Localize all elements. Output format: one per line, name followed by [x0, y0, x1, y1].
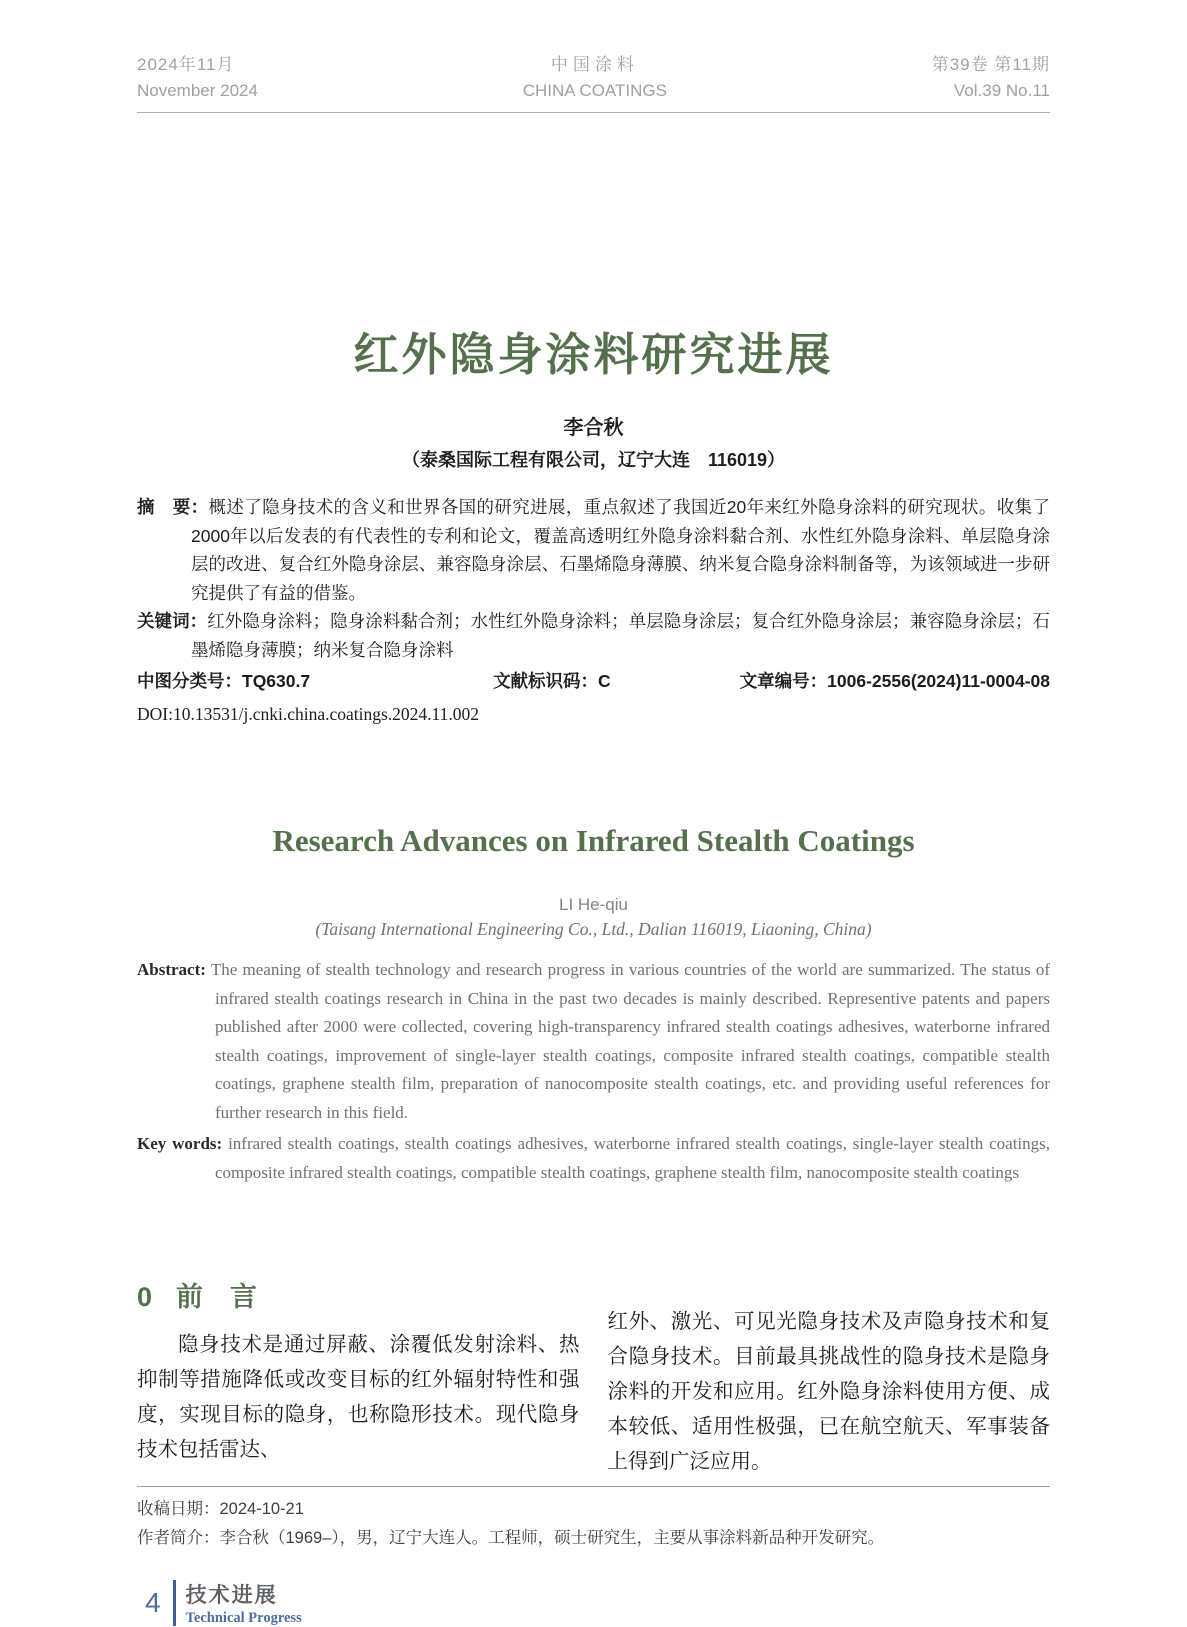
running-head-date	[137, 52, 258, 103]
affiliation-cn: （泰桑国际工程有限公司，辽宁大连 116019）	[401, 450, 786, 470]
document-code: 文献标识码：C	[493, 671, 611, 691]
footer-column-en: Technical Progress	[185, 1610, 302, 1626]
author-cn: 李合秋	[563, 417, 624, 439]
footnote-divider	[137, 1486, 1050, 1487]
body-column-left	[137, 1275, 580, 1480]
running-head-issue	[932, 52, 1050, 103]
body-paragraph-right: 红外、激光、可见光隐身技术及声隐身技术和复合隐身技术。目前最具挑战性的隐身技术是隐身涂料的开发和应用。红外隐身涂料使用方便、成本较低、适用性极强，已在航空航天、军事装备上得到广泛应用。	[607, 1311, 1050, 1473]
abstract-en-label: Abstract:	[137, 960, 206, 979]
body-columns	[137, 1275, 1050, 1480]
keywords-en-label: Key words:	[137, 1134, 223, 1153]
clc-number: 中图分类号：TQ630.7	[137, 671, 311, 691]
journal-name-cn: 中国涂料	[550, 55, 639, 74]
affiliation-en: (Taisang International Engineering Co., Ltd., Dalian 116019, Liaoning, China)	[315, 919, 872, 939]
article-id: 文章编号：1006-2556(2024)11-0004-08	[739, 671, 1050, 691]
section-title: 前 言	[176, 1282, 258, 1312]
keywords-cn	[137, 607, 1050, 664]
body-paragraph-left: 隐身技术是通过屏蔽、涂覆低发射涂料、热抑制等措施降低或改变目标的红外辐射特性和强度，实现目标的隐身，也称隐形技术。现代隐身技术包括雷达、	[137, 1334, 580, 1461]
section-heading	[137, 1275, 580, 1314]
abstract-en-text: The meaning of stealth technology and research progress in various countries of the world are summarized. The status of infrared stealth coatings research in China in the past two decades is mainly described. Representive patents and papers published after 2000 were collected, covering high-transparency infrared stealth coatings adhesives, waterborne infrared stealth coatings, improvement of single-layer stealth coatings, composite infrared stealth coatings, compatible stealth coatings, graphene stealth film, preparation of nanocomposite stealth coatings, etc. and providing useful references for further research in this field.	[210, 960, 1050, 1122]
abstract-en	[137, 956, 1050, 1127]
keywords-cn-text: 红外隐身涂料；隐身涂料黏合剂；水性红外隐身涂料；单层隐身涂层；复合红外隐身涂层；兼容隐身涂层；石墨烯隐身薄膜；纳米复合隐身涂料	[191, 611, 1051, 660]
issue-cn: 第39卷 第11期	[931, 55, 1050, 74]
issue-en: Vol.39 No.11	[953, 80, 1050, 100]
page-number: 4	[145, 1587, 161, 1618]
abstract-cn-label: 摘 要：	[137, 497, 209, 517]
keywords-en-text: infrared stealth coatings, stealth coatings adhesives, waterborne infrared stealth coatings, single-layer stealth coatings, composite infrared stealth coatings, compatible stealth coatings, graphene stealth film, nanocomposite stealth coatings	[215, 1134, 1051, 1182]
date-en: November 2024	[137, 80, 258, 100]
section-number: 0	[137, 1282, 153, 1312]
footer-divider-bar	[173, 1580, 176, 1626]
page-footer	[145, 1579, 1050, 1627]
journal-name-en: CHINA COATINGS	[522, 80, 667, 100]
article-title-en: Research Advances on Infrared Stealth Coatings	[272, 823, 915, 858]
keywords-en	[137, 1130, 1050, 1187]
abstract-cn-text: 概述了隐身技术的含义和世界各国的研究进展，重点叙述了我国近20年来红外隐身涂料的研究现状。收集了2000年以后发表的有代表性的专利和论文，覆盖高透明红外隐身涂料黏合剂、水性红外隐身涂料、单层隐身涂层的改进、复合红外隐身涂层、兼容隐身涂层、石墨烯隐身薄膜、纳米复合隐身涂料制备等，为该领域进一步研究提供了有益的借鉴。	[191, 497, 1050, 603]
article-title-cn: 红外隐身涂料研究进展	[353, 329, 834, 380]
author-en: LI He-qiu	[559, 895, 628, 914]
date-cn: 2024年11月	[137, 55, 235, 74]
body-column-right	[608, 1275, 1051, 1480]
received-date: 收稿日期：2024-10-21	[137, 1500, 304, 1518]
footer-column-cn: 技术进展	[185, 1584, 278, 1607]
author-bio: 作者简介：李合秋（1969–），男，辽宁大连人。工程师，硕士研究生，主要从事涂料新品种开发研究。	[137, 1529, 885, 1547]
abstract-cn	[137, 493, 1050, 607]
footer-column-title	[186, 1579, 302, 1627]
running-head-journal	[523, 52, 667, 103]
running-head	[137, 0, 1050, 113]
doi: DOI:10.13531/j.cnki.china.coatings.2024.11.002	[137, 704, 480, 724]
keywords-cn-label: 关键词：	[137, 611, 208, 631]
classification-row	[137, 668, 1050, 693]
footnotes	[137, 1495, 1050, 1553]
